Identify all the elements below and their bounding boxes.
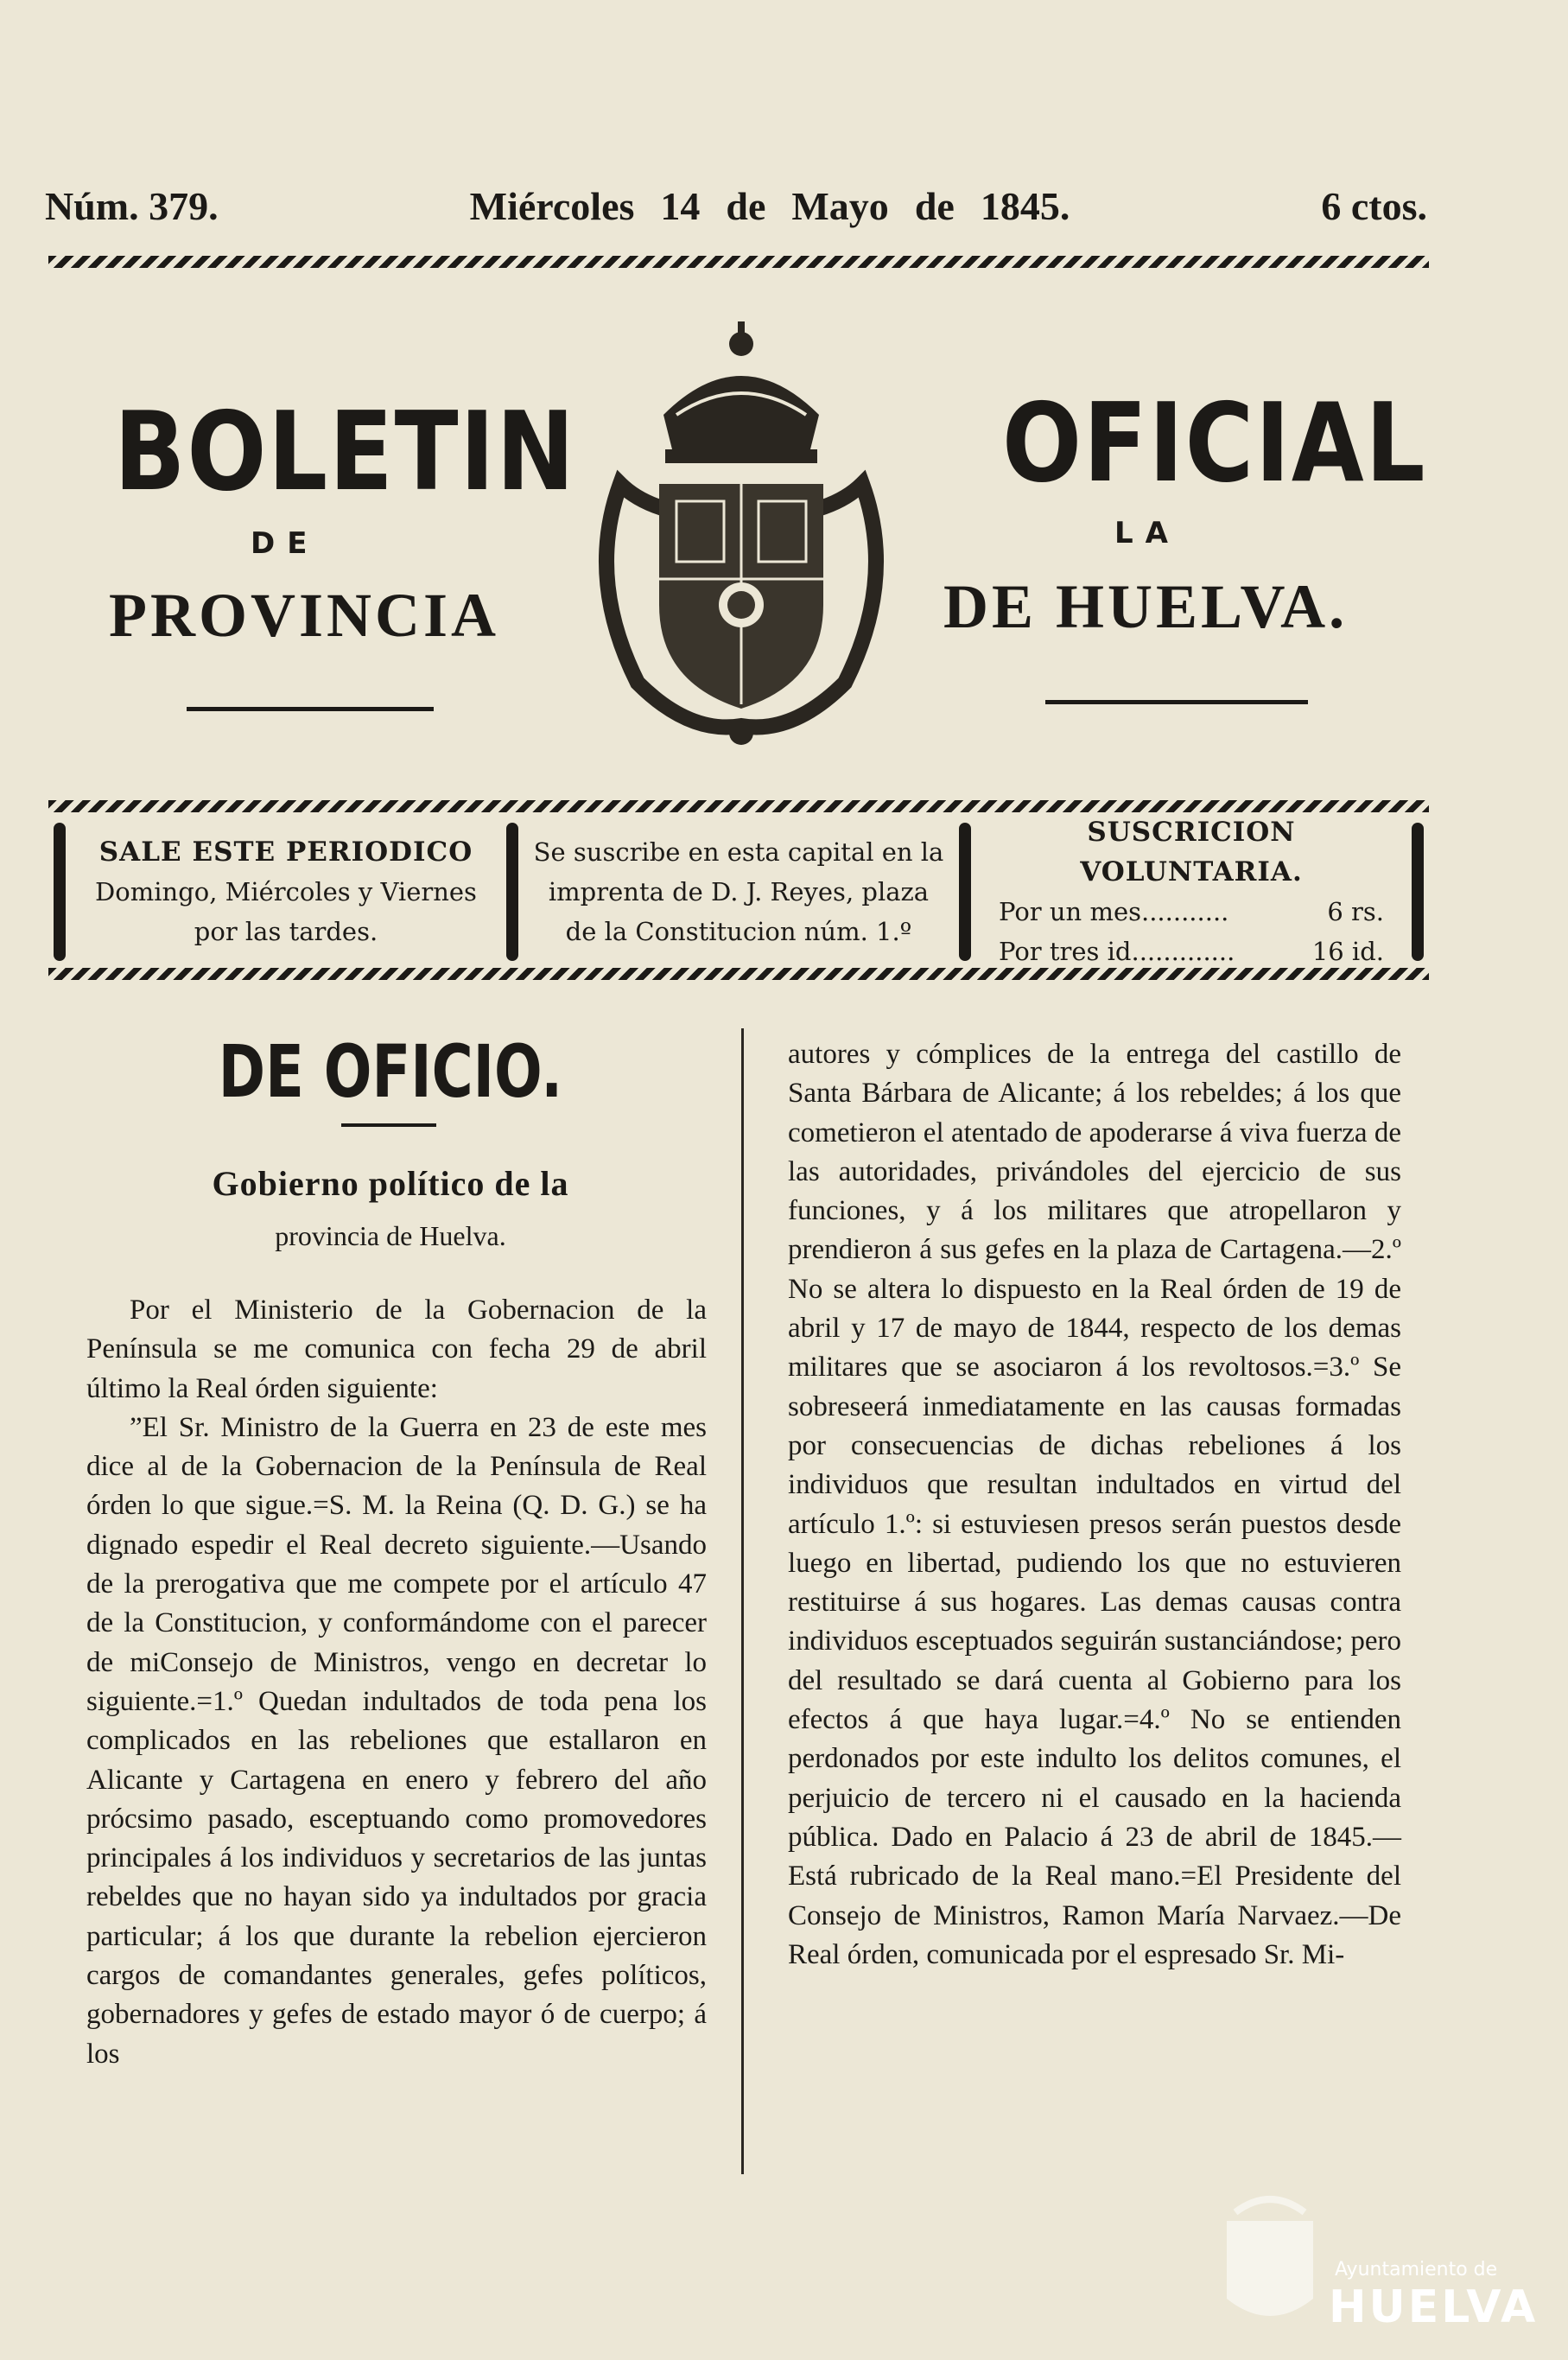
ornament-bar [506, 823, 518, 961]
masthead-rule-right [1045, 700, 1308, 704]
decorative-rule [48, 968, 1429, 980]
subscription-place [524, 819, 954, 964]
article-heading: Gobierno político de la [212, 1164, 569, 1203]
ornament-bar [54, 823, 66, 961]
subscription-heading: SUSCRICION VOLUNTARIA. [1080, 817, 1303, 887]
masthead-link-de: DE [251, 526, 320, 561]
paragraph: ”El Sr. Ministro de la Guerra en 23 de este mes dice al de la Gobernacion de la Península de Real órden lo que sigue.=S. M. la Reina (Q. D. G.) se ha dignado espedir el Real decreto siguiente.—Usando de la prerogativa que me compete por el artículo 47 de la Constitucion, y conformándome con el parecer de miConsejo de Ministros, vengo en decretar lo siguiente.=1.º Quedan indultados de toda pena los complicados en las rebeliones que estallaron en Alicante y Cartagena en enero y febrero del año prócsimo pasado, esceptuando como promovedores principales á los individuos y secretarios de las juntas rebeldes que no hayan sido ya indultados por gracia particular; á los que durante la rebelion ejercieron cargos de comandantes generales, gefes políticos, gobernadores y gefes de estado mayor ó de cuerpo; á los [86, 1411, 707, 2070]
subscription-place-line: de la Constitucion núm. 1.º [565, 917, 912, 946]
issue-header [45, 183, 1427, 229]
decorative-rule [48, 800, 1429, 812]
price-label: Por un mes........... [999, 897, 1229, 926]
subscription-prices [976, 819, 1406, 964]
issue-weekday: Miércoles [469, 184, 635, 228]
issue-month: Mayo [791, 184, 889, 228]
masthead-word-de-huelva: DE HUELVA. [943, 572, 1349, 641]
left-column-text [86, 1291, 707, 2074]
price-row [976, 892, 1406, 932]
ornament-bar [1412, 823, 1424, 961]
masthead-link-la: LA [1114, 516, 1180, 550]
masthead-word-boletin: BOLETIN [114, 388, 576, 515]
issue-date-de: de [726, 184, 766, 228]
paragraph: Por el Ministerio de la Gobernacion de la Península se me comunica con fecha 29 de abril último la Real órden siguiente: [86, 1295, 707, 1404]
issue-year: 1845. [980, 184, 1070, 228]
issue-date-de: de [914, 184, 955, 228]
masthead-word-oficial: OFICIAL [1002, 379, 1427, 506]
publication-days-text: Domingo, Miércoles y Viernes [95, 877, 477, 906]
watermark-city: HUELVA [1329, 2281, 1539, 2333]
section-title: DE OFICIO. [218, 1029, 563, 1114]
masthead-rule-left [187, 707, 434, 711]
decorative-rule [48, 256, 1429, 268]
royal-crest-icon [568, 320, 914, 752]
right-column-text [788, 1035, 1401, 1975]
subscription-place-line: imprenta de D. J. Reyes, plaza [548, 877, 930, 906]
subscription-place-line: Se suscribe en esta capital en la [533, 837, 944, 867]
issue-price: 6 ctos. [1321, 184, 1427, 228]
publication-time-text: por las tardes. [194, 917, 378, 946]
issue-date [470, 183, 1070, 229]
subscription-info [48, 819, 1429, 964]
article-subheading: provincia de Huelva. [275, 1220, 506, 1251]
column-divider [741, 1028, 744, 2174]
publication-heading: SALE ESTE PERIODICO [98, 836, 473, 868]
issue-day: 14 [660, 184, 701, 228]
price-row [976, 932, 1406, 971]
publication-days [71, 819, 501, 964]
price-value: 6 rs. [1327, 897, 1384, 926]
watermark-label: Ayuntamiento de [1335, 2259, 1498, 2280]
issue-number: Núm. 379. [45, 184, 219, 228]
price-label: Por tres id............. [999, 937, 1235, 966]
title-divider [341, 1123, 436, 1127]
paragraph: autores y cómplices de la entrega del castillo de Santa Bárbara de Alicante; á los rebeldes; á los que cometieron el atentado de apoderarse á viva fuerza de las autoridades, privándoles del ejercicio de sus funciones, y á los militares que atropellaron y prendieron á sus gefes en la plaza de Cartagena.—2.º No se altera lo dispuesto en la Real órden de 19 de abril y 17 de mayo de 1844, respecto de los demas militares que se asociaron á los revoltosos.=3.º Se sobreseerá inmediatamente en las causas formadas por consecuencias de dichas rebeliones á los individuos que resultan indultados en virtud del artículo 1.º: si estuviesen presos serán puestos desde luego en libertad, pudiendo los que no estuvieren restituirse á sus hogares. Las demas causas contra individuos esceptuados seguirán sustanciándose; pero del resultado se dará cuenta al Gobierno para los efectos á que haya lugar.=4.º No se entienden perdonados por este indulto los delitos comunes, el perjuicio de tercero ni el causado en la hacienda pública. Dado en Palacio á 23 de abril de 1845.—Está rubricado de la Real mano.=El Presidente del Consejo de Ministros, Ramon María Narvaez.—De Real órden, comunicada por el espresado Sr. Mi- [788, 1039, 1401, 1970]
masthead-word-provincia: PROVINCIA [109, 581, 500, 650]
ornament-bar [959, 823, 971, 961]
price-value: 16 id. [1311, 937, 1384, 966]
